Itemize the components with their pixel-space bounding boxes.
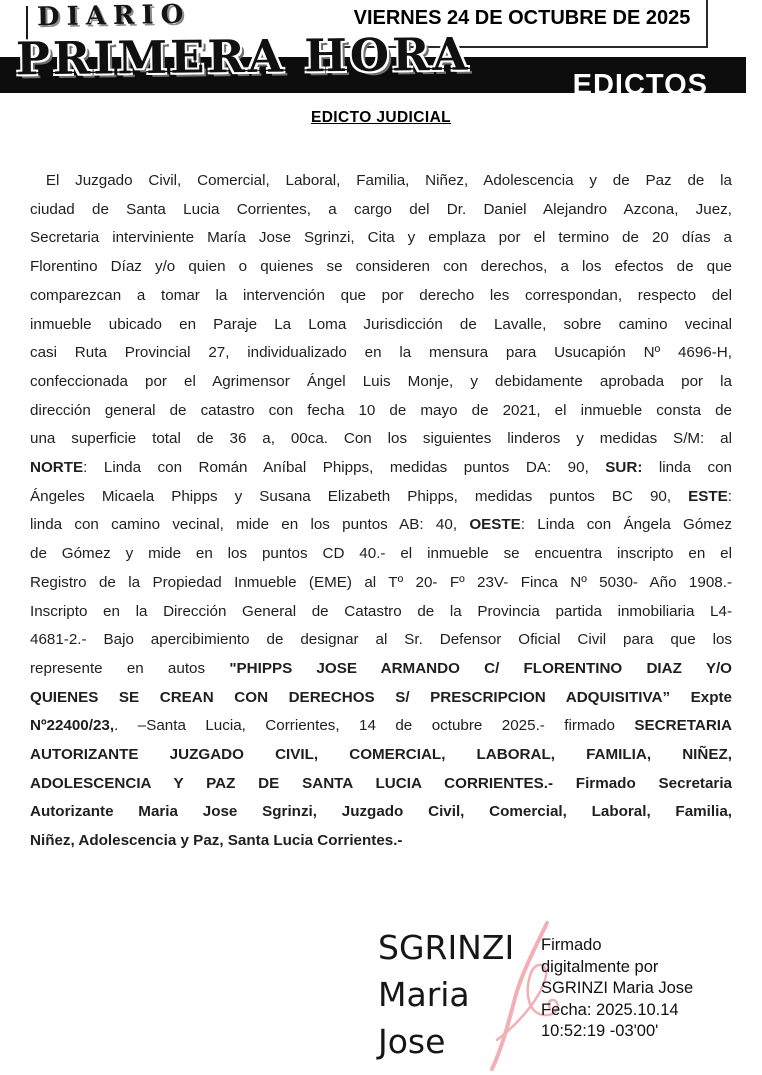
body-line: Autorizante Maria Jose Sgrinzi, Juzgado Civil, Comercial, Laboral, Familia, <box>30 803 732 821</box>
body-line: confeccionada por el Agrimensor Ángel Luis Monje, y debidamente aprobada por la <box>30 372 732 390</box>
body-line: Niñez, Adolescencia y Paz, Santa Lucia Corrientes.- <box>30 832 403 850</box>
digital-signature-details <box>541 935 693 1043</box>
digital-signature-line: SGRINZI Maria Jose <box>541 979 694 997</box>
edict-title: EDICTO JUDICIAL <box>310 109 452 126</box>
edition-date: VIERNES 24 DE OCTUBRE DE 2025 <box>353 7 691 29</box>
body-line: represente en autos "PHIPPS JOSE ARMANDO C/ FLORENTINO DIAZ Y/O <box>30 659 732 677</box>
body-line: AUTORIZANTE JUZGADO CIVIL, COMERCIAL, LABORAL, FAMILIA, NIÑEZ, <box>30 746 732 764</box>
body-line: QUIENES SE CREAN CON DERECHOS S/ PRESCRIPCION ADQUISITIVA” Expte <box>30 688 732 706</box>
digital-signature-line: Fecha: 2025.10.14 <box>541 1000 679 1019</box>
signature-block <box>0 918 762 1075</box>
body-line: El Juzgado Civil, Comercial, Laboral, Familia, Niñez, Adolescencia y de Paz de la <box>30 172 732 189</box>
digital-signature-line: 10:52:19 -03'00' <box>541 1022 659 1040</box>
body-line: comparezcan a tomar la intervención que por derecho les correspondan, respecto del <box>30 286 732 304</box>
body-line: Secretaria interviniente María Jose Sgrinzi, Cita y emplaza por el termino de 20 días a <box>30 229 732 247</box>
newspaper-logo-primera-hora: PRIMERA HORA <box>15 27 471 86</box>
body-line: inmueble ubicado en Paraje La Loma Jurisdicción de Lavalle, sobre camino vecinal <box>30 315 732 333</box>
body-line: una superficie total de 36 a, 00ca. Con los siguientes linderos y medidas S/M: al <box>30 430 732 448</box>
edict-title-row <box>0 93 762 127</box>
body-line: Nº22400/23,. –Santa Lucia, Corrientes, 14 de octubre 2025.- firmado SECRETARIA <box>30 717 732 735</box>
section-label: EDICTOS <box>572 69 708 93</box>
body-line: linda con camino vecinal, mide en los puntos AB: 40, OESTE: Linda con Ángela Gómez <box>30 516 732 534</box>
signer-name-line: Maria <box>378 975 470 1014</box>
body-line: de Gómez y mide en los puntos CD 40.- el inmueble se encuentra inscripto en el <box>30 545 732 563</box>
digital-signature-line: digitalmente por <box>541 957 659 976</box>
body-line: 4681-2.- Bajo apercibimiento de designar al Sr. Defensor Oficial Civil para que los <box>30 631 732 649</box>
newspaper-logo-diario: DIARIO <box>36 0 191 33</box>
body-line: Ángeles Micaela Phipps y Susana Elizabeth Phipps, medidas puntos BC 90, ESTE: <box>30 487 732 505</box>
signer-name <box>378 924 514 1065</box>
body-line: casi Ruta Provincial 27, individualizado en la mensura para Usucapión Nº 4696-H, <box>30 344 732 362</box>
body-line: NORTE: Linda con Román Aníbal Phipps, medidas puntos DA: 90, SUR: linda con <box>30 459 732 477</box>
signer-name-line: Jose <box>378 1022 446 1061</box>
newspaper-masthead <box>0 0 762 93</box>
digital-signature-line: Firmado <box>541 936 602 954</box>
body-line: dirección general de catastro con fecha 10 de mayo de 2021, el inmueble consta de <box>30 401 732 419</box>
body-line: Inscripto en la Dirección General de Catastro de la Provincia partida inmobiliaria L4- <box>30 602 732 620</box>
edict-body <box>30 167 732 856</box>
body-line: Registro de la Propiedad Inmueble (EME) al Tº 20- Fº 23V- Finca Nº 5030- Año 1908.- <box>30 573 732 591</box>
body-line: ADOLESCENCIA Y PAZ DE SANTA LUCIA CORRIENTES.- Firmado Secretaria <box>30 774 732 792</box>
body-line: ciudad de Santa Lucia Corrientes, a cargo del Dr. Daniel Alejandro Azcona, Juez, <box>30 200 732 218</box>
body-line: Florentino Díaz y/o quien o quienes se consideren con derechos, a los efectos de que <box>30 258 732 276</box>
signer-name-line: SGRINZI <box>378 928 515 967</box>
